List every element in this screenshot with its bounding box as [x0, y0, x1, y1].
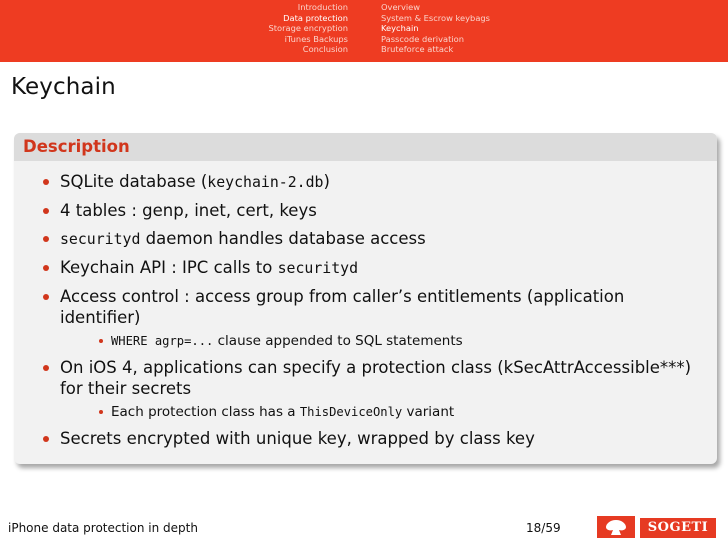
item-text: variant: [402, 404, 455, 420]
sub-bullet-icon: [99, 410, 103, 414]
code-text: securityd: [60, 230, 141, 248]
nav-section-itunes-backups[interactable]: iTunes Backups: [284, 33, 348, 44]
section-list: [268, 2, 348, 55]
code-text: ThisDeviceOnly: [299, 405, 403, 419]
item-text: ): [323, 172, 330, 191]
list-item: [40, 200, 707, 221]
nav-section-storage-encryption[interactable]: Storage encryption: [268, 23, 348, 34]
code-text: WHERE agrp=...: [111, 334, 214, 348]
item-text: Each protection class has a: [111, 404, 300, 420]
list-item: [40, 428, 707, 449]
nav-subsection-overview[interactable]: Overview: [381, 2, 421, 12]
nav-section-data-protection[interactable]: Data protection: [283, 12, 348, 23]
bullet-icon: [43, 236, 49, 242]
list-item: [40, 171, 707, 193]
item-text: Keychain API : IPC calls to: [60, 258, 278, 277]
nav-subsection-keybags[interactable]: System & Escrow keybags: [381, 12, 491, 23]
nav-subsection-keychain[interactable]: Keychain: [381, 23, 419, 34]
bullet-icon: [43, 436, 49, 442]
list-item: [40, 257, 707, 279]
block-title: Description: [14, 133, 717, 161]
nav-subsection-bruteforce-attack[interactable]: Bruteforce attack: [381, 44, 454, 55]
sub-bullet-icon: [99, 339, 103, 343]
subsection-list: [381, 2, 490, 55]
item-text: SQLite database (: [60, 172, 208, 191]
nav-section-introduction[interactable]: Introduction: [297, 2, 348, 12]
list-item: [40, 357, 707, 421]
code-text: keychain-2.db: [207, 173, 324, 191]
section-navigation-bar: [0, 0, 728, 62]
item-text: daemon handles database access: [140, 229, 426, 248]
bullet-list: [14, 161, 717, 449]
item-text: 4 tables : genp, inet, cert, keys: [60, 201, 317, 220]
sub-list-item: [97, 403, 707, 421]
list-item: [40, 228, 707, 250]
footer-talk-title: iPhone data protection in depth: [8, 521, 198, 535]
item-text: clause appended to SQL statements: [213, 333, 463, 349]
sub-list-item: [97, 332, 707, 350]
list-item: [40, 286, 707, 350]
nav-subsection-passcode-derivation[interactable]: Passcode derivation: [381, 33, 464, 44]
item-text: Access control : access group from caller’s entitlements (application identifier): [60, 287, 625, 327]
description-block: [14, 133, 717, 464]
bullet-icon: [43, 365, 49, 371]
code-text: securityd: [277, 259, 359, 277]
slide-title: Keychain: [11, 74, 116, 100]
bullet-icon: [43, 208, 49, 214]
item-text: Secrets encrypted with unique key, wrapped by class key: [60, 429, 535, 448]
logo-wordmark: SOGETI: [640, 518, 716, 538]
bullet-icon: [43, 294, 49, 300]
page-number: 18/59: [526, 521, 561, 535]
bullet-icon: [43, 265, 49, 271]
bullet-icon: [43, 179, 49, 185]
nav-section-conclusion[interactable]: Conclusion: [302, 44, 348, 55]
item-text: On iOS 4, applications can specify a protection class (kSecAttrAccessible***) for their secrets: [60, 358, 692, 398]
